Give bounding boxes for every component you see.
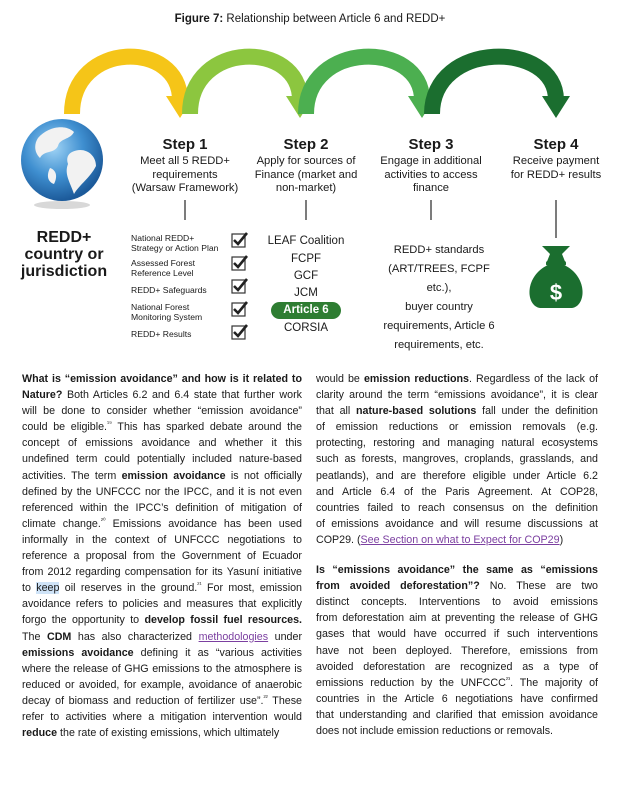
- step3-list-line: requirements, Article 6: [383, 320, 495, 332]
- body-column-left: [22, 371, 302, 741]
- body-text-line: undefined term could potentially included nature-based: [22, 453, 302, 466]
- checkbox-checked-icon: [231, 277, 248, 294]
- step3-desc-line: finance: [412, 182, 450, 194]
- requirement-item: [131, 286, 207, 296]
- globe-icon: [21, 119, 103, 209]
- step3-requirements-list: [376, 241, 502, 355]
- body-text-line: where the release of GHG emissions to the atmosphere is: [22, 662, 302, 675]
- step2-description: [236, 155, 376, 196]
- body-text-line: reference a proposal from the Government of Ecuador: [22, 550, 302, 563]
- body-text-line: from 2012 regarding compensation for its Yasuní initiative: [22, 566, 302, 579]
- body-text-line: avoided deforestation are recognized as a type of: [316, 660, 598, 673]
- funding-source: GCF: [293, 270, 319, 282]
- requirement-line: National REDD+: [131, 233, 195, 243]
- body-text-line: COP29. (See Section on what to Expect for COP29): [316, 533, 564, 546]
- step1-desc-line: (Warsaw Framework): [131, 182, 239, 194]
- step3-desc-line: activities to access: [384, 168, 478, 181]
- body-text-line: emissions avoidance defining it as “various activities: [22, 646, 302, 659]
- body-text-line: countries in the Article 6 negotiations have confirmed: [316, 692, 598, 705]
- paragraph-gap: [316, 548, 598, 562]
- body-text-line: protecting, restoring and managing natural ecosystems: [316, 437, 598, 450]
- step3-desc-line: Engage in additional: [380, 155, 482, 167]
- funding-source: JCM: [294, 287, 318, 299]
- svg-text:$: $: [549, 280, 563, 305]
- step4-desc-line: Receive payment: [512, 155, 600, 167]
- body-text-line: that all nature-based solutions fall under the definition: [316, 405, 598, 418]
- requirement-line: Monitoring System: [131, 311, 203, 322]
- body-text-line: countries failed to reach consensus on the definition: [316, 501, 598, 514]
- body-text-line: reduce the rate of existing emissions, which ultimately: [22, 727, 280, 740]
- requirement-item: [131, 259, 195, 278]
- body-text-line: avoidance refers to policies and measures that explicitly: [22, 598, 302, 611]
- step3-list-line: buyer country: [405, 301, 473, 313]
- funding-source: FCPF: [290, 253, 322, 265]
- requirement-line: Reference Level: [131, 267, 194, 278]
- body-text-line: of emission reductions or emission removals (e.g.: [316, 421, 598, 434]
- body-text-line: of emissions avoidance and will resume discussions at: [316, 517, 598, 530]
- requirement-line: National Forest: [131, 302, 190, 312]
- body-text-line: peatlands), and are therefore eligible under Article 6.2: [316, 469, 598, 482]
- step2-desc-line: Finance (market and: [254, 168, 358, 181]
- body-text-line: from avoided deforestation”? No. These are two: [316, 580, 598, 593]
- figure-label: Figure 7:: [174, 13, 224, 25]
- requirement-line: Strategy or Action Plan: [131, 242, 219, 253]
- body-text-line: activities. The term emission avoidance is not officially: [22, 469, 302, 482]
- body-text-line: informally in the context of UNFCCC negotiations to: [22, 533, 302, 546]
- money-bag-icon: [529, 246, 582, 308]
- body-text-line: concept of emissions avoidance and whether it this: [22, 437, 302, 450]
- requirement-line: Assessed Forest: [131, 258, 195, 268]
- body-text-line: refer to activities where a mitigation intervention would: [22, 710, 302, 723]
- step3-list-line: requirements, etc.: [394, 339, 484, 351]
- body-text-line: that understanding and clarified that emission avoidance: [316, 708, 598, 721]
- step3-description: [361, 155, 501, 196]
- body-text-line: The CDM has also characterized methodologies under: [22, 630, 303, 643]
- requirement-item: [131, 330, 191, 340]
- arc-arrow-step3: [306, 57, 422, 114]
- step4-description: [486, 155, 620, 182]
- body-text-line: reduced or avoided, for example, avoidance of anaerobic: [22, 678, 302, 691]
- body-text-line: Nature? Both Articles 6.2 and 6.4 state that further work: [22, 389, 302, 402]
- body-text-line: would be emission reductions. Regardless of the lack of: [316, 373, 598, 385]
- checkbox-checked-icon: [231, 254, 248, 271]
- body-text-line: from deforestation aim at preventing the release of GHG: [316, 612, 598, 625]
- checkbox-checked-icon: [231, 323, 248, 340]
- country-label: REDD+ country or jurisdiction: [20, 229, 108, 280]
- body-text-line: defined by the UNFCCC nor the IPCC, and it is not even: [22, 485, 302, 498]
- body-text-line: decay of biomass and reduction of fertilizer use”.$^{^{22}}$ These: [22, 694, 302, 707]
- requirement-item: [131, 303, 202, 322]
- body-text-line: What is “emission avoidance” and how is it related to: [22, 373, 302, 385]
- figure-title-text: Relationship between Article 6 and REDD+: [226, 13, 446, 25]
- body-text-line: forgo the opportunity to develop fossil fuel resources.: [22, 614, 302, 627]
- body-text-line: such as forests, mangroves, croplands, grasslands, and: [316, 453, 598, 466]
- step3-title: Step 3: [408, 136, 454, 153]
- body-text-line: does not include emission reductions or removals.: [316, 724, 554, 737]
- step2-title: Step 2: [283, 136, 329, 153]
- body-text-line: gases that would have occurred if such interventions: [316, 628, 598, 641]
- checkbox-checked-icon: [231, 300, 248, 317]
- funding-source-highlighted: Article 6: [271, 302, 341, 319]
- body-text-line: referenced within the IPCC’s definition of mitigation of: [22, 501, 302, 514]
- step1-title: Step 1: [162, 136, 208, 153]
- arc-arrow-step1: [72, 57, 180, 114]
- body-text-line: to keep oil reserves in the ground.$^{^{21}}$ For most, emission: [22, 581, 302, 595]
- requirement-line: REDD+ Results: [131, 329, 192, 339]
- checkbox-checked-icon: [231, 231, 248, 248]
- step4-desc-line: for REDD+ results: [510, 168, 602, 181]
- requirement-line: REDD+ Safeguards: [131, 285, 207, 295]
- arrowhead-step4: [542, 96, 570, 118]
- body-text-line: distinct concepts. Interventions to avoid emissions: [316, 596, 598, 609]
- body-text-line: have not been deployed. Therefore, emissions from: [316, 644, 598, 657]
- funding-source: CORSIA: [283, 322, 329, 334]
- step1-desc-line: requirements: [152, 168, 218, 181]
- step1-desc-line: Meet all 5 REDD+: [140, 155, 230, 167]
- body-text-line: and Article 6.4 of the Paris Agreement. At COP28,: [316, 485, 598, 498]
- body-text-line: could be eligible.$^{^{19}}$ This has sparked debate around the: [22, 420, 302, 434]
- body-text-line: Is “emissions avoidance” the same as “emissions: [316, 564, 598, 577]
- requirement-item: [131, 234, 218, 253]
- body-text-line: climate change.$^{^{20}}$ Emissions avoidance has been used: [22, 517, 302, 530]
- step3-list-line: REDD+ standards: [393, 244, 485, 256]
- step2-desc-line: non-market): [275, 182, 337, 194]
- step4-title: Step 4: [533, 136, 579, 153]
- body-text-line: emissions reduction by the $UNFCCC^{^{23}}$. The majority of: [316, 676, 598, 689]
- step1-description: [115, 155, 255, 196]
- step3-list-line: (ART/TREES, FCPF etc.),: [388, 263, 490, 294]
- body-column-right: [316, 371, 598, 739]
- arc-arrow-step4: [432, 57, 556, 114]
- body-text-line: will be done to consider whether “emission avoidance”: [22, 405, 302, 418]
- arc-arrow-step2: [190, 57, 300, 114]
- step2-desc-line: Apply for sources of: [256, 155, 356, 167]
- body-text-line: clarity around the term “emissions avoidance”, it is clear: [316, 389, 598, 402]
- funding-source: LEAF Coalition: [267, 235, 345, 247]
